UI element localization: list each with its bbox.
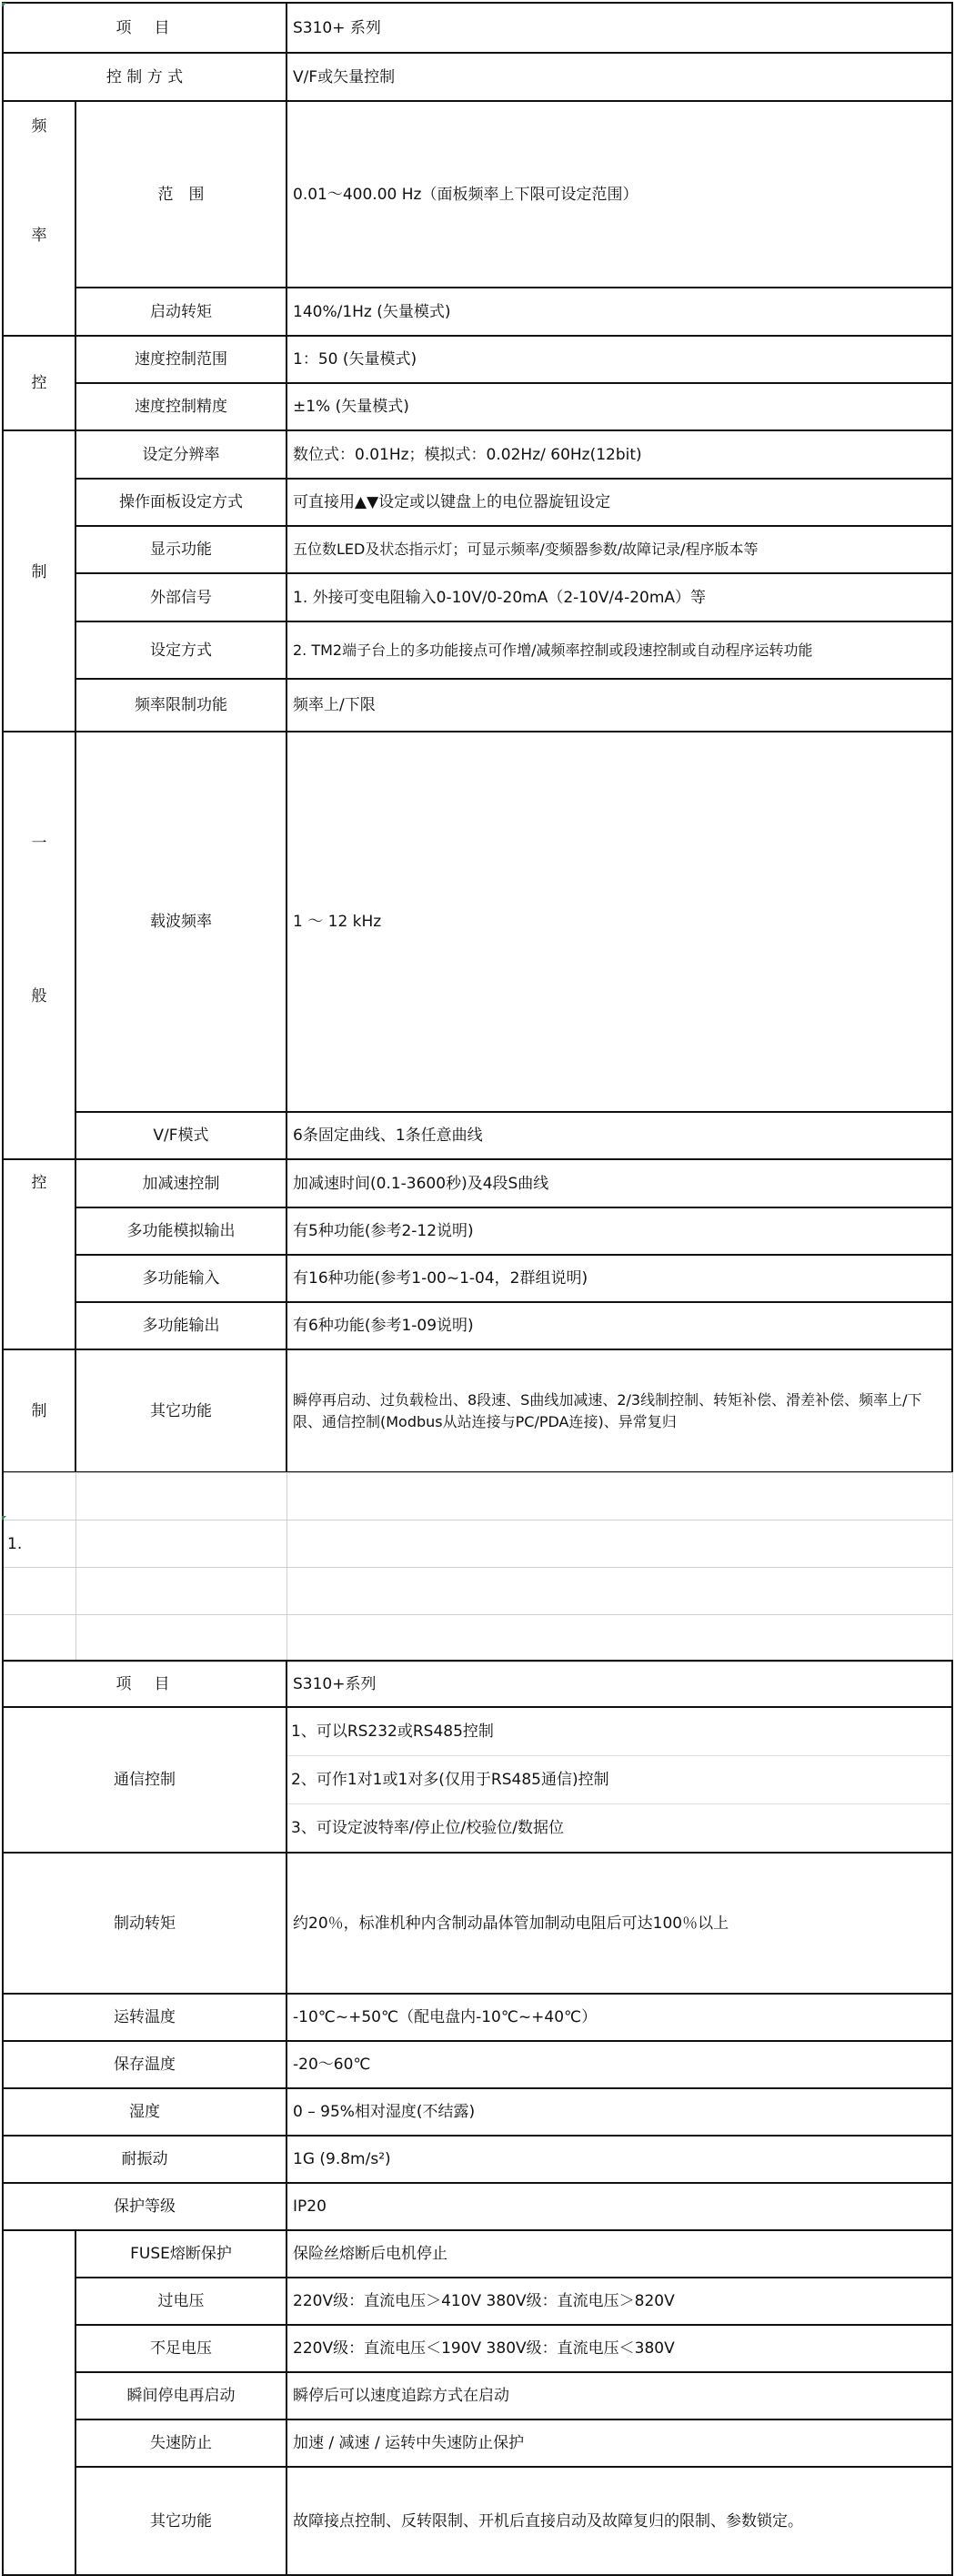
table-row [3,2278,952,2325]
row-value: 0.01～400.00 Hz（面板频率上下限可设定范围） [286,101,952,288]
row-label: 湿度 [3,2088,286,2136]
row-value: 故障接点控制、反转限制、开机后直接启动及故障复归的限制、参数锁定。 [286,2467,952,2575]
comm-control-label: 通信控制 [3,1707,286,1853]
table-row [3,383,952,430]
row-value: 保险丝熔断后电机停止 [286,2230,952,2278]
spec-table-1 [2,2,953,1473]
row-value: 2. TM2端子台上的多功能接点可作增/减频率控制或段速控制或自动程序运转功能 [286,621,952,679]
row-label: 运转温度 [3,1994,286,2041]
row-label: 频率限制功能 [75,679,286,732]
row-label: 操作面板设定方式 [75,479,286,526]
row-value: 数位式：0.01Hz；模拟式：0.02Hz/ 60Hz(12bit) [286,430,952,479]
row-label: 载波频率 [75,732,286,1112]
table-row [3,732,952,1112]
table-row [3,1207,952,1255]
row-value: 1 ～ 12 kHz [286,732,952,1112]
row-value: 五位数LED及状态指示灯；可显示频率/变频器参数/故障记录/程序版本等 [286,526,952,573]
table-row [3,336,952,383]
side-char: 率 [31,227,47,245]
grid-row [3,1615,952,1662]
row-value: 有16种功能(参考1-00~1-04，2群组说明) [286,1255,952,1302]
row-label: 瞬间停电再启动 [75,2372,286,2419]
row-value: ±1% (矢量模式) [286,383,952,430]
row-value: 1. 外接可变电阻输入0-10V/0-20mA（2-10V/4-20mA）等 [286,573,952,621]
table-row [3,679,952,732]
row-label: FUSE熔断保护 [75,2230,286,2278]
grid-row [3,1568,952,1615]
row-value: 可直接用▲▼设定或以键盘上的电位器旋钮设定 [286,479,952,526]
table-row [3,1159,952,1207]
grid-row [3,1473,952,1520]
row-value: 加速 / 减速 / 运转中失速防止保护 [286,2419,952,2467]
header-series-cell: S310+ 系列 [286,3,952,53]
row-label: 速度控制精度 [75,383,286,430]
table-row [3,1994,952,2041]
table-row [3,1255,952,1302]
row-label: 范 围 [75,101,286,288]
row-value: 约20％，标准机种内含制动晶体管加制动电阻后可达100％以上 [286,1853,952,1994]
table-row [3,1853,952,1994]
comm-value-line: 2、可作1对1或1对多(仅用于RS485通信)控制 [287,1756,951,1804]
header-item-cell: 项 目 [3,3,286,53]
row-label: 耐振动 [3,2136,286,2183]
table1-header-row [3,3,952,53]
side-char: 一 [31,834,47,853]
row-value: 频率上/下限 [286,679,952,732]
row-label: 保存温度 [3,2041,286,2088]
table-row [3,288,952,336]
table-row [3,2230,952,2278]
side-label-general-control: 控 [3,1159,75,1349]
cell-marker-icon [2,1516,6,1520]
header-series-cell: S310+系列 [286,1661,952,1707]
row-label: 多功能输出 [75,1302,286,1349]
grid-row [3,1520,952,1568]
comm-value-line: 3、可设定波特率/停止位/校验位/数据位 [291,1819,564,1837]
row-label: 其它功能 [75,1349,286,1472]
side-label-general-top [3,732,75,1159]
row-value: IP20 [286,2183,952,2230]
cell-marker-icon [2,3,6,7]
table-row [3,573,952,621]
comm-control-row [3,1707,952,1853]
row-label: 不足电压 [75,2325,286,2372]
row-value: 220V级：直流电压＜190V 380V级：直流电压＜380V [286,2325,952,2372]
table-row [3,2372,952,2419]
table-row [3,1112,952,1159]
table-row [3,479,952,526]
row-value: -10℃~+50℃（配电盘内-10℃~+40℃） [286,1994,952,2041]
table-row [3,2041,952,2088]
table-row [3,430,952,479]
protect-group-side [3,2230,75,2575]
row-value: -20～60℃ [286,2041,952,2088]
row-label: 外部信号 [75,573,286,621]
row-value: 6条固定曲线、1条任意曲线 [286,1112,952,1159]
note-marker: 1. [3,1520,75,1568]
row-label: 设定方式 [75,621,286,679]
row-value: 1：50 (矢量模式) [286,336,952,383]
table-row [3,1302,952,1349]
table2-header-row [3,1661,952,1707]
side-char: 频 [31,117,47,136]
row-label: 速度控制范围 [75,336,286,383]
side-label-freq-end: 制 [3,430,75,732]
row-label: 设定分辨率 [75,430,286,479]
row-value: 有6种功能(参考1-09说明) [286,1302,952,1349]
control-mode-row [3,53,952,101]
row-label: 制动转矩 [3,1853,286,1994]
row-label: 保护等级 [3,2183,286,2230]
table-row [3,2419,952,2467]
row-value: 1G (9.8m/s²) [286,2136,952,2183]
header-item-cell: 项 目 [3,1661,286,1707]
control-mode-value: V/F或矢量控制 [286,53,952,101]
table-row [3,1349,952,1472]
side-char: 般 [31,987,47,1005]
side-label-general-end: 制 [3,1349,75,1472]
row-value: 0 – 95%相对湿度(不结露) [286,2088,952,2136]
row-label: 多功能输入 [75,1255,286,1302]
row-label: 失速防止 [75,2419,286,2467]
table-row [3,2325,952,2372]
table-row [3,621,952,679]
row-value: 140%/1Hz (矢量模式) [286,288,952,336]
comm-value-line: 1、可以RS232或RS485控制 [287,1708,951,1756]
table-row [3,101,952,288]
row-value: 有5种功能(参考2-12说明) [286,1207,952,1255]
table-row [3,2088,952,2136]
table-row [3,2467,952,2575]
control-mode-label: 控 制 方 式 [3,53,286,101]
row-label: V/F模式 [75,1112,286,1159]
spec-table-2 [2,1660,953,2576]
row-value: 加减速时间(0.1-3600秒)及4段S曲线 [286,1159,952,1207]
note-grid [2,1472,953,1662]
row-value: 220V级：直流电压＞410V 380V级：直流电压＞820V [286,2278,952,2325]
table-row [3,2183,952,2230]
row-label: 过电压 [75,2278,286,2325]
row-value: 瞬停再启动、过负载检出、8段速、S曲线加减速、2/3线制控制、转矩补偿、滑差补偿、频率上/下限、通信控制(Modbus从站连接与PC/PDA连接)、异常复归 [286,1349,952,1472]
row-label: 显示功能 [75,526,286,573]
table-row [3,526,952,573]
row-value: 瞬停后可以速度追踪方式在启动 [286,2372,952,2419]
row-label: 其它功能 [75,2467,286,2575]
side-label-freq-control: 控 [3,336,75,430]
side-label-freq-top [3,101,75,336]
row-label: 加减速控制 [75,1159,286,1207]
row-label: 多功能模拟输出 [75,1207,286,1255]
row-label: 启动转矩 [75,288,286,336]
table-row [3,2136,952,2183]
comm-control-values [286,1707,952,1853]
